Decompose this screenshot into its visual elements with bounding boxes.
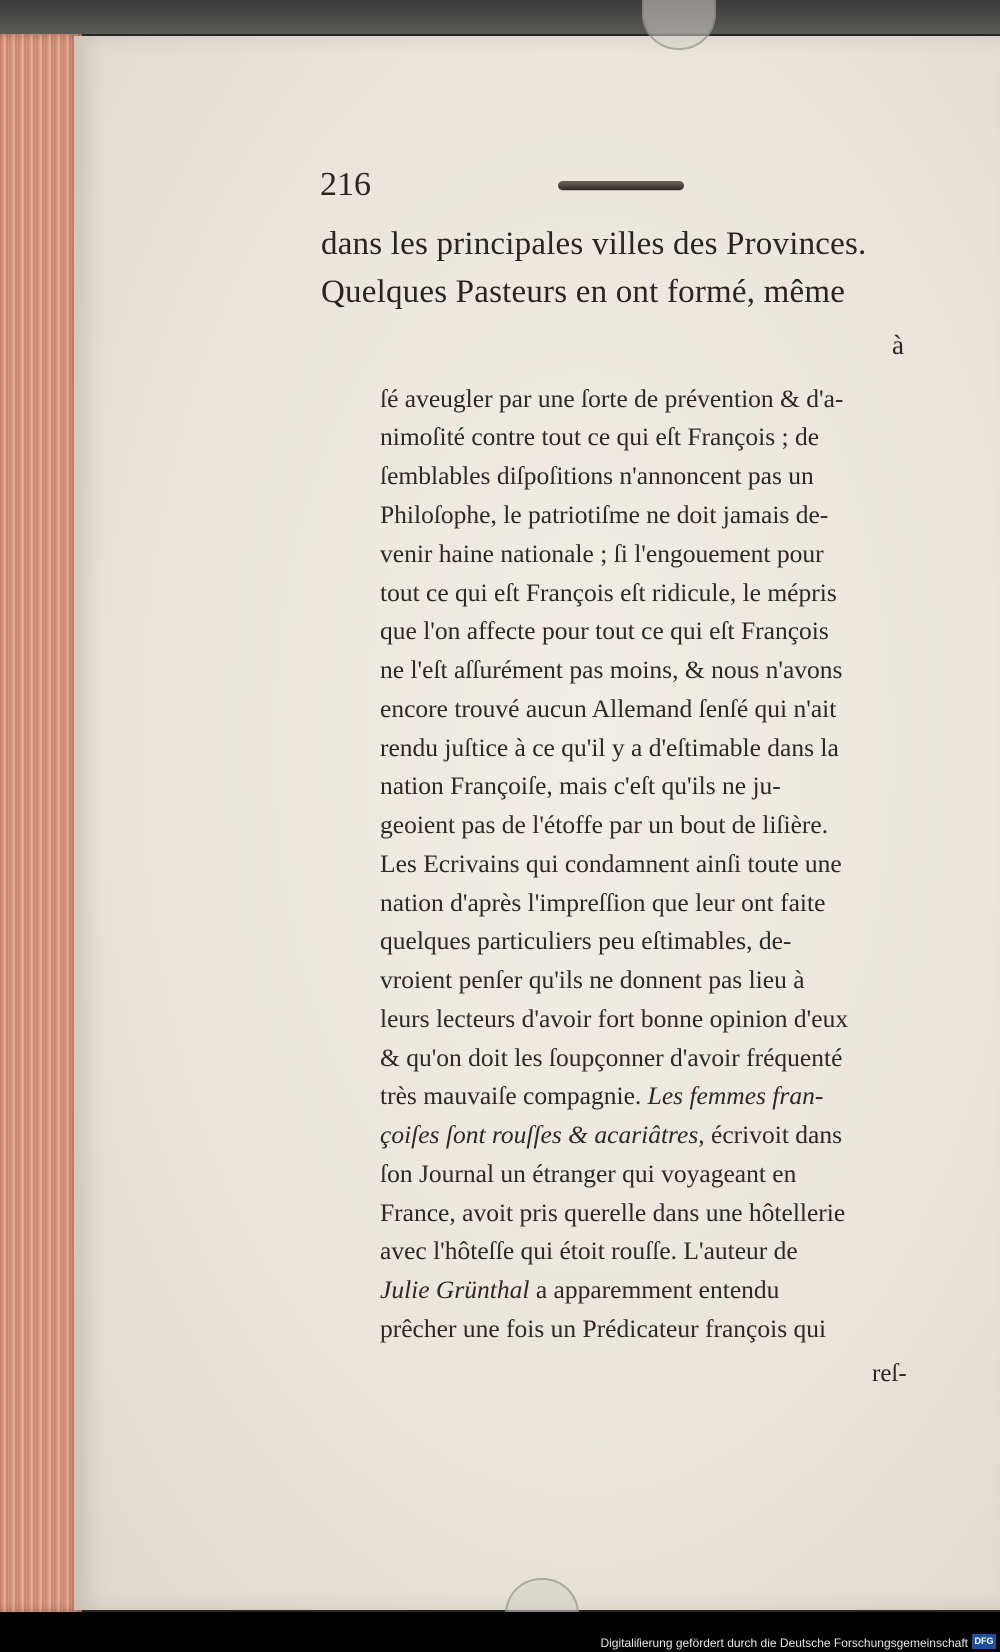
catchword-bottom: reſ- (872, 1360, 907, 1387)
note-line: & qu'on doit les ſoupçonner d'avoir fréquenté (380, 1043, 843, 1072)
note-line (380, 1081, 823, 1111)
note-line: que l'on affecte pour tout ce qui eſt François (380, 616, 829, 645)
catchword-top: à (892, 330, 904, 360)
note-text: a apparemment entendu (529, 1275, 780, 1304)
note-line (380, 1120, 842, 1150)
note-line: nation Françoiſe, mais c'eſt qu'ils ne ju- (380, 771, 781, 800)
dfg-logo-icon: DFG (972, 1634, 996, 1649)
italic-title: Julie Grünthal (380, 1275, 530, 1304)
note-line: avec l'hôteſſe qui étoit rouſſe. L'auteur de (380, 1236, 798, 1265)
note-line: nation d'après l'impreſſion que leur ont faite (380, 888, 826, 917)
main-text-line: Quelques Pasteurs en ont formé, même (321, 274, 846, 310)
note-line (380, 1275, 779, 1305)
note-line: ſé aveugler par une ſorte de prévention & d'a- (380, 384, 844, 413)
scan-top-margin (0, 0, 1000, 34)
note-line: prêcher une fois un Prédicateur françois qui (380, 1314, 827, 1343)
italic-quote: çoiſes ſont rouſſes & acariâtres (380, 1120, 699, 1149)
note-line: vroient penſer qu'ils ne donnent pas lieu à (380, 965, 805, 994)
note-line: ſon Journal un étranger qui voyageant en (380, 1159, 797, 1188)
note-line: venir haine nationale ; ſi l'engouement pour (380, 539, 824, 568)
footer-credit: Digitaliſierung gefördert durch die Deutsche Forschungsgemeinschaft (600, 1636, 968, 1650)
header-rule (558, 181, 684, 190)
main-text-line: dans les principales villes des Provinces. (321, 226, 867, 262)
note-line: rendu juſtice à ce qu'il y a d'eſtimable dans la (380, 733, 839, 762)
note-line: Philoſophe, le patriotiſme ne doit jamais de- (380, 500, 829, 529)
note-line: geoient pas de l'étoffe par un bout de liſière. (380, 810, 829, 839)
note-text: , écrivoit dans (698, 1120, 843, 1149)
book-page-edges (0, 34, 82, 1612)
note-line: encore trouvé aucun Allemand ſenſé qui n'ait (380, 694, 837, 723)
note-line: France, avoit pris querelle dans une hôtellerie (380, 1198, 846, 1227)
note-line: leurs lecteurs d'avoir fort bonne opinion d'eux (380, 1004, 849, 1033)
note-line: ne l'eſt aſſurément pas moins, & nous n'avons (380, 655, 843, 684)
note-line: ſemblables diſpoſitions n'annoncent pas un (380, 461, 814, 490)
italic-quote: Les femmes fran- (647, 1081, 824, 1110)
note-line: tout ce qui eſt François eſt ridicule, le mépris (380, 578, 837, 607)
note-line: quelques particuliers peu eſtimables, de- (380, 926, 792, 955)
note-line: nimoſité contre tout ce qui eſt François ; de (380, 422, 820, 451)
page-number: 216 (320, 166, 371, 203)
note-line: Les Ecrivains qui condamnent ainſi toute une (380, 849, 842, 878)
note-text: très mauvaiſe compagnie. (380, 1081, 642, 1110)
